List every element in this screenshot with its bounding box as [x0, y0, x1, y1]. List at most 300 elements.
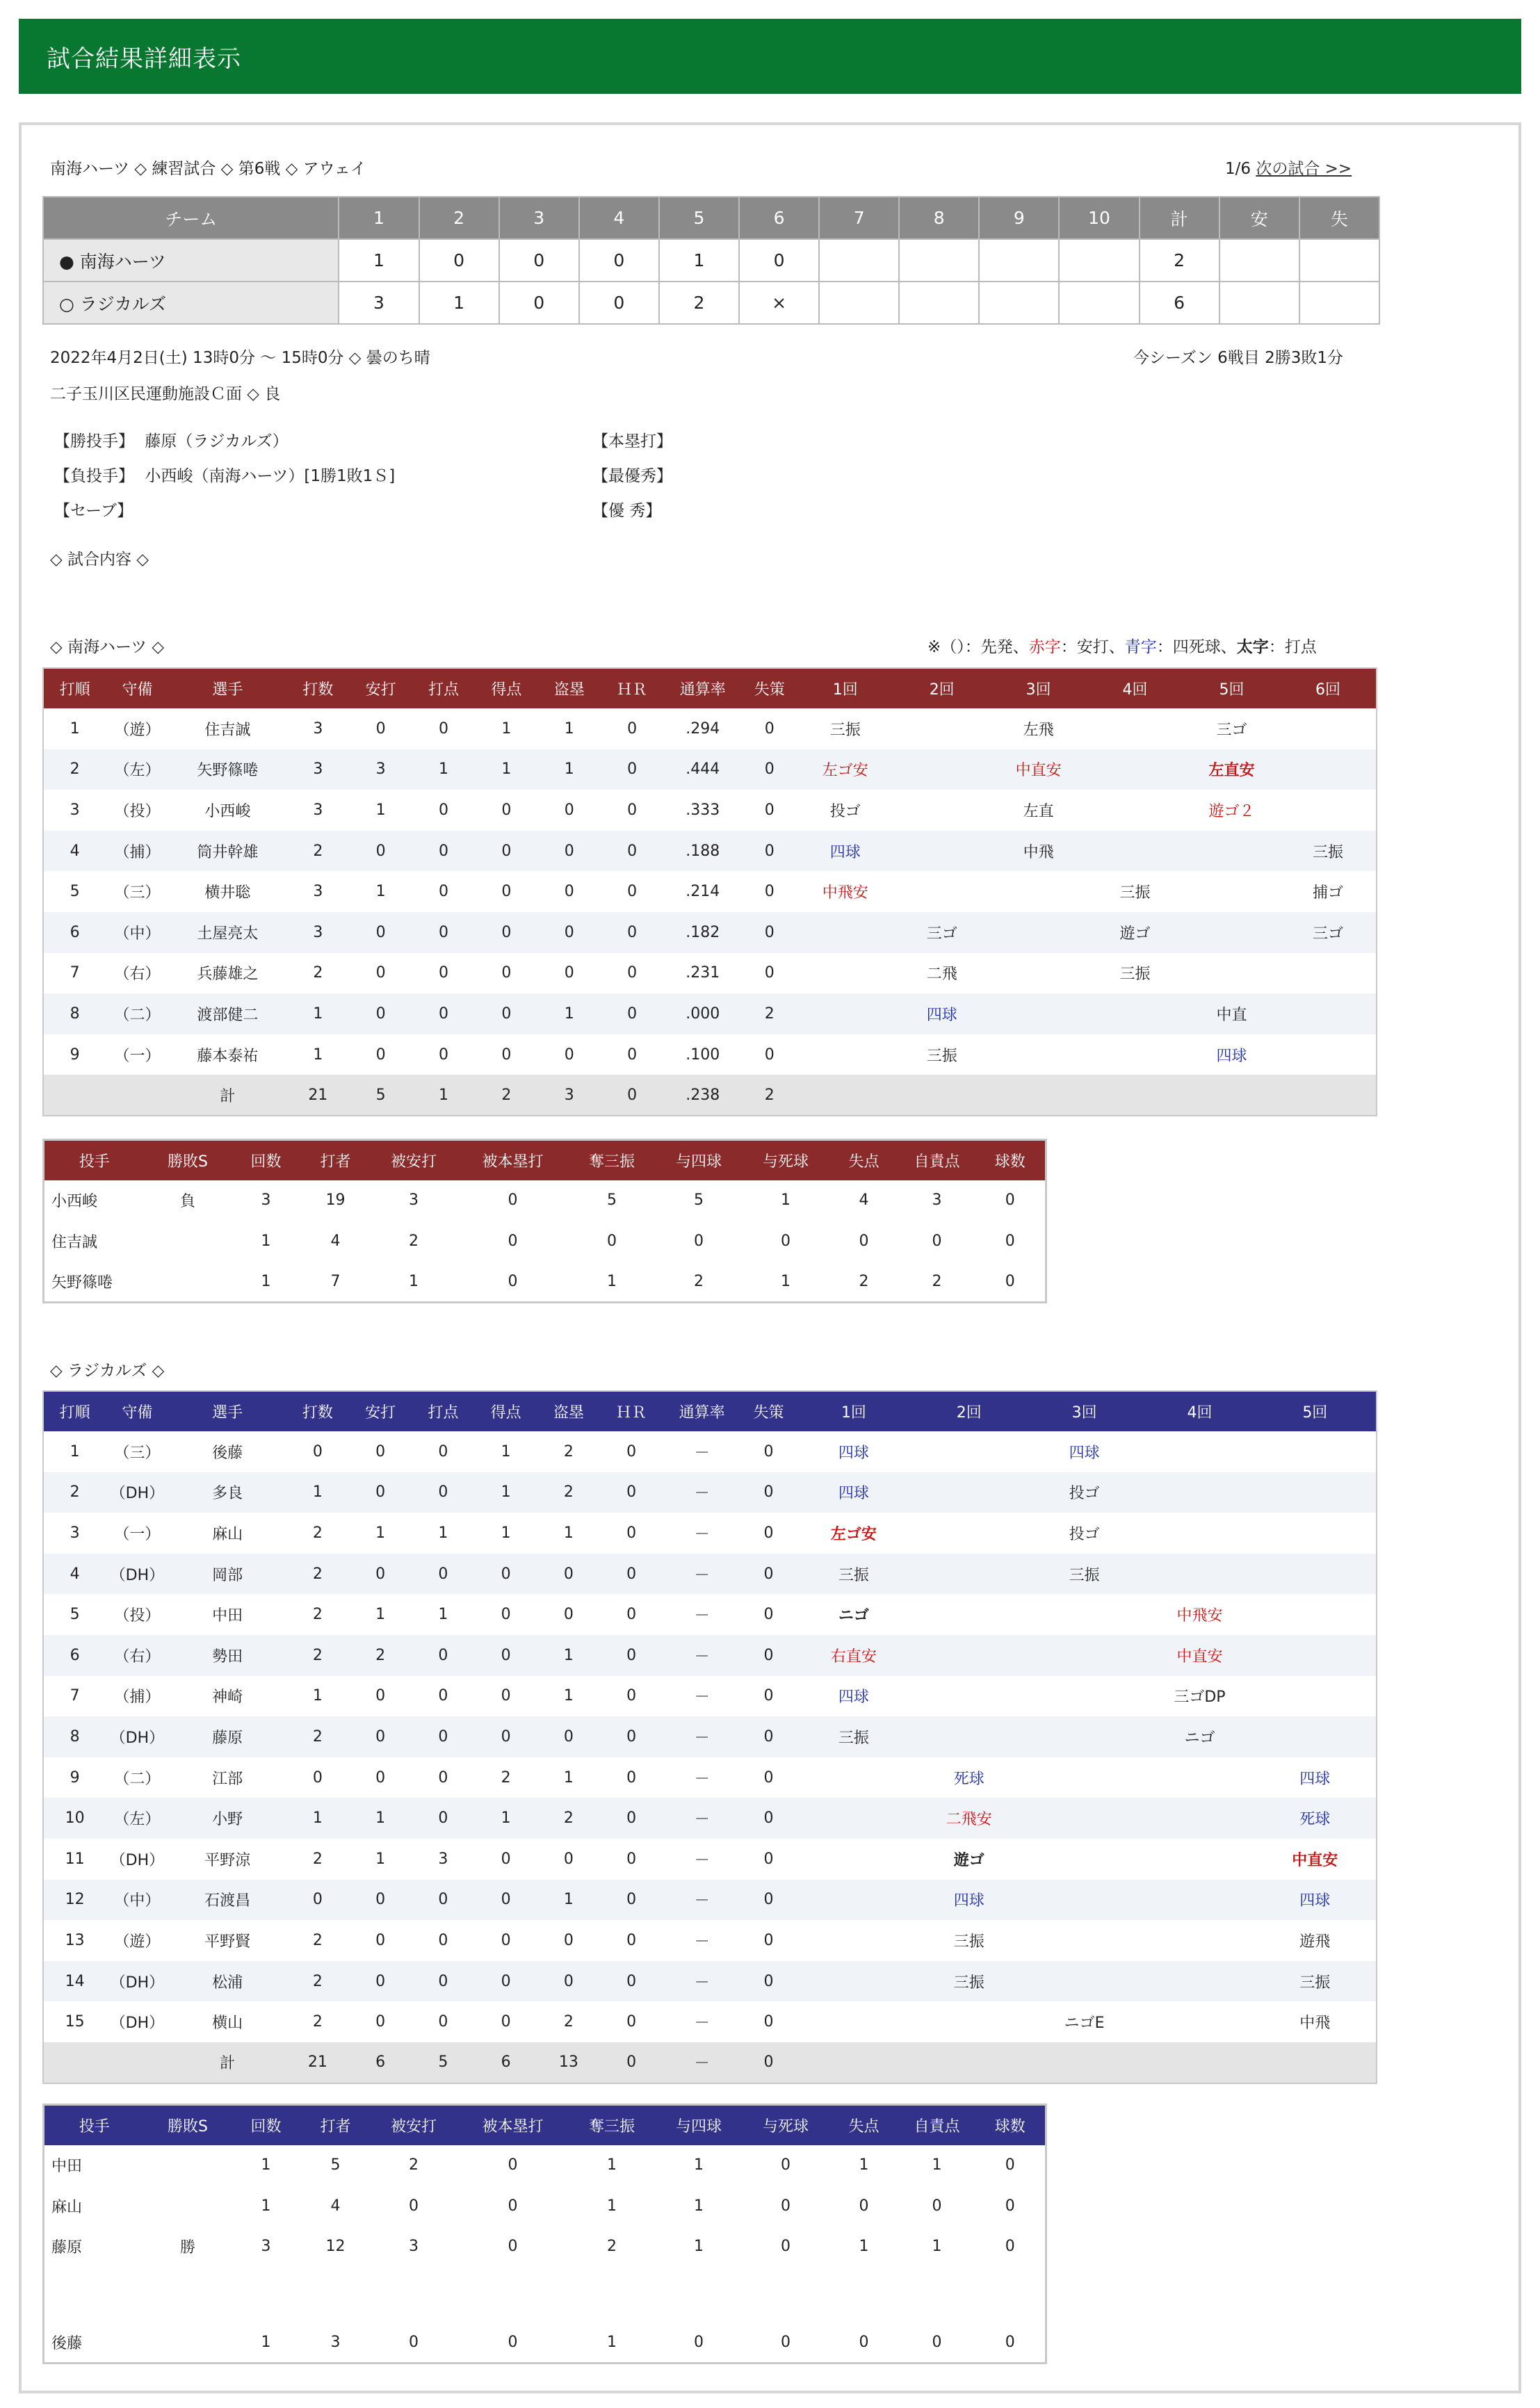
scoreboard-cell: 2: [1140, 239, 1219, 282]
batting-cell: 0: [501, 1931, 511, 1949]
at-bat-result: 四球: [838, 1689, 869, 1707]
batting-header-cell: 5回: [1183, 668, 1280, 708]
pitching-cell: 0: [1005, 2156, 1015, 2174]
at-bat-result: [990, 1034, 1087, 1075]
batting-header-cell: 打順: [43, 1391, 106, 1431]
pitching-row: [44, 2145, 1046, 2186]
header-bar: [19, 19, 1521, 94]
at-bat-result: 中飛: [990, 831, 1087, 872]
scoreboard-cell: 0: [499, 282, 579, 324]
at-bat-result: 中直: [1183, 993, 1280, 1034]
batting-cell: 0: [375, 1442, 386, 1461]
batting-cell: 0: [474, 1635, 537, 1676]
batting-cell: 0: [474, 1880, 537, 1921]
batting-row: [43, 1676, 1377, 1717]
pitching-row: [44, 2186, 1046, 2227]
batting-cell: 5: [70, 1606, 80, 1624]
batting-cell: 0: [349, 1472, 412, 1513]
pitcher-name: 小西峻: [51, 1193, 98, 1211]
scoreboard-cell: 6: [1140, 282, 1219, 324]
batting-cell: 1: [375, 1524, 386, 1542]
at-bat-result: [1257, 1472, 1372, 1513]
pitching-cell: 1: [607, 1272, 617, 1290]
batting-total-empty: [1087, 1075, 1183, 1116]
batting-cell: 0: [627, 883, 638, 901]
batting-total-empty: [1142, 2042, 1258, 2083]
scoreboard-cell: [979, 282, 1059, 324]
batting-cell: （遊）: [114, 721, 161, 739]
batting-cell: 12: [43, 1880, 106, 1921]
at-bat-result: ニゴ: [1142, 1716, 1258, 1757]
batting-total-row: [43, 2042, 1377, 2083]
season-record: 今シーズン 6戦目 2勝3敗1分: [1133, 349, 1344, 367]
at-bat-result: [1142, 2001, 1258, 2042]
batting-header-cell: 4回: [1142, 1391, 1258, 1431]
pitching-cell: 0: [781, 1232, 791, 1250]
pitching-cell: [145, 2186, 232, 2227]
batting-cell: 2: [563, 1442, 574, 1461]
pitching-cell: 2: [859, 1272, 869, 1290]
batting-cell: 1: [349, 1798, 412, 1839]
pitching-row: [44, 2322, 1046, 2364]
pitcher-name: 住吉誠: [51, 1233, 98, 1251]
batting-cell: 小野: [169, 1798, 286, 1839]
batting-row: [43, 1472, 1377, 1513]
batting-cell: －: [694, 1607, 710, 1625]
batting-cell: （DH）: [106, 1554, 168, 1595]
at-bat-result: 死球: [953, 1770, 984, 1788]
batting-total-cell: [43, 2042, 106, 2083]
batting-cell: 藤原: [169, 1716, 286, 1757]
batting-row: [43, 749, 1377, 790]
pitching-cell: 5: [607, 1191, 617, 1210]
batting-cell: 2: [312, 1931, 323, 1949]
batting-cell: 1: [286, 1472, 349, 1513]
batting-total-empty: [990, 1075, 1087, 1116]
batting-header-cell: 3回: [990, 668, 1087, 708]
batting-cell: 0: [439, 801, 449, 819]
at-bat-result: [1142, 1798, 1258, 1839]
batting-cell: 1: [438, 1524, 448, 1542]
batting-header-cell: 選手: [169, 668, 286, 708]
pitching-cell: 0: [508, 2197, 518, 2215]
page-title: 試合結果詳細表示: [47, 45, 241, 73]
batting-cell: 0: [375, 964, 386, 982]
at-bat-result: [1027, 1880, 1142, 1921]
batting-cell: 住吉誠: [204, 721, 251, 739]
at-bat-result: [1142, 1472, 1258, 1513]
pitcher-name: 矢野篠啳: [51, 1274, 113, 1292]
batting-header-cell: 失策: [741, 1391, 796, 1431]
batting-cell: 0: [563, 1606, 574, 1624]
batting-cell: .231: [686, 964, 720, 982]
scoreboard-header-cell: 安: [1219, 197, 1299, 239]
at-bat-result: [1142, 1431, 1258, 1472]
pitching-cell: 0: [508, 1232, 518, 1250]
scoreboard-team-name: ○ ラジカルズ: [43, 282, 339, 324]
batting-cell: 0: [438, 2013, 448, 2031]
batting-cell: 0: [741, 1554, 796, 1595]
batting-header-cell: 5回: [1257, 1391, 1372, 1431]
pitching-cell: 7: [330, 1272, 341, 1290]
batting-total-cell: 3: [538, 1075, 601, 1116]
batting-cell: －: [663, 1716, 741, 1757]
batting-cell: 0: [626, 2013, 637, 2031]
at-bat-result: [797, 993, 893, 1034]
batting-cell: 0: [412, 912, 475, 953]
legend-prefix: ※（）：先発、: [927, 638, 1029, 656]
batting-cell: 0: [627, 719, 638, 738]
batting-cell: 1: [286, 1798, 349, 1839]
at-bat-result: 三ゴDP: [1174, 1689, 1226, 1707]
batting-cell: 0: [412, 1472, 474, 1513]
legend-bold: 太字: [1236, 638, 1269, 656]
batting-row: [43, 1554, 1377, 1595]
batting-cell: （投）: [114, 802, 161, 820]
batting-cell: 1: [538, 993, 601, 1034]
at-bat-result: 投ゴ: [1069, 1525, 1100, 1543]
pitching-cell: 0: [1005, 2334, 1015, 2352]
batting-cell: 0: [439, 964, 449, 982]
pitching-cell: 0: [508, 1272, 518, 1290]
batting-cell: 0: [600, 1880, 663, 1921]
at-bat-result: [1280, 953, 1377, 994]
batting-spacer: [1372, 1554, 1377, 1595]
batting-total-empty: [911, 2042, 1027, 2083]
pitching-cell: 1: [409, 1272, 419, 1290]
batting-header-cell: 打数: [286, 668, 349, 708]
batting-cell: －: [694, 1444, 710, 1462]
at-bat-result: [1087, 749, 1183, 790]
scoreboard-cell: 0: [579, 239, 659, 282]
pitching-cell: 0: [932, 1232, 942, 1250]
batting-cell: 0: [286, 1880, 349, 1921]
at-bat-result: [990, 912, 1087, 953]
batting-cell: 0: [600, 1961, 663, 2002]
batting-cell: （中）: [106, 1880, 168, 1921]
batting-cell: 0: [763, 1768, 774, 1787]
batting-cell: 0: [601, 749, 663, 790]
batting-total-cell: 2: [742, 1075, 797, 1116]
pitching-cell: 4: [859, 1191, 869, 1210]
pitching-cell: 0: [694, 2334, 704, 2352]
at-bat-result: 左飛: [1023, 721, 1054, 739]
batting-row: [43, 1798, 1377, 1839]
batting-cell: 0: [501, 1687, 511, 1705]
pitching-cell: [145, 1262, 232, 1303]
pitching-cell: 勝: [179, 2239, 195, 2257]
batting-cell: 14: [43, 1961, 106, 2002]
batting-cell: －: [663, 1880, 741, 1921]
batting-cell: 勢田: [169, 1635, 286, 1676]
at-bat-result: 三振: [1027, 1554, 1142, 1595]
at-bat-result: [911, 1431, 1027, 1472]
pitching-cell: [145, 2145, 232, 2186]
batting-cell: 0: [501, 1606, 511, 1624]
pitching-cell: [145, 1221, 232, 1262]
batting-cell: （二）: [114, 1770, 161, 1788]
batting-cell: 1: [501, 719, 512, 738]
game-summary: 南海ハーツ ◇ 練習試合 ◇ 第6戦 ◇ アウェイ: [50, 160, 366, 178]
batting-total-cell: 計: [169, 2042, 286, 2083]
batting-cell: 0: [438, 1687, 448, 1705]
pitching-cell: 0: [508, 2334, 518, 2352]
at-bat-result: ニゴ: [838, 1607, 869, 1625]
batting-cell: 0: [763, 1442, 774, 1461]
pitching-header-cell: 被本塁打: [457, 1140, 569, 1180]
at-bat-result: 遊ゴ: [1087, 912, 1183, 953]
at-bat-result: [893, 831, 990, 872]
batting-cell: .188: [663, 831, 742, 872]
batting-cell: 1: [563, 1768, 574, 1787]
batting-cell: （遊）: [114, 1933, 161, 1951]
batting-header-cell: 安打: [350, 668, 412, 708]
scoreboard-header-cell: 7: [819, 197, 899, 239]
batting-cell: 3: [286, 749, 349, 790]
batting-cell: （左）: [106, 749, 168, 790]
pitching-cell: 0: [508, 2238, 518, 2256]
pitching-cell: 3: [261, 2238, 271, 2256]
at-bat-result: 二飛: [926, 966, 957, 984]
at-bat-result: [893, 871, 990, 912]
pitching-cell: 0: [859, 1232, 869, 1250]
batting-cell: .000: [663, 993, 742, 1034]
batting-cell: 1: [474, 1798, 537, 1839]
batting-cell: 7: [70, 964, 80, 982]
at-bat-result: 三振: [796, 1716, 911, 1757]
at-bat-result: [1142, 1920, 1258, 1961]
at-bat-result: 左ゴ安: [830, 1525, 877, 1543]
scoreboard-cell: [1219, 282, 1299, 324]
batting-cell: 0: [501, 964, 512, 982]
batting-cell: （捕）: [114, 1689, 161, 1707]
batting-cell: 0: [537, 1716, 600, 1757]
pitching-header-cell: 球数: [975, 1140, 1046, 1180]
at-bat-result: 中直安: [990, 749, 1087, 790]
lose-pitcher: [54, 463, 395, 486]
at-bat-result: 三ゴ: [1280, 912, 1377, 953]
batting-cell: 2: [349, 1635, 412, 1676]
batting-total-cell: 6: [474, 2042, 537, 2083]
pitcher-name: 中田: [51, 2158, 83, 2176]
pitching-cell: 2: [409, 1232, 419, 1250]
batting-cell: 岡部: [169, 1554, 286, 1595]
at-bat-result: 遊飛: [1299, 1933, 1331, 1951]
batting-total-empty: [893, 1075, 990, 1116]
batting-cell: （右）: [114, 966, 161, 984]
batting-cell: 0: [412, 1716, 474, 1757]
batting-cell: （DH）: [110, 1851, 165, 1869]
at-bat-result: 中飛: [1299, 2015, 1331, 2033]
batting-cell: 1: [475, 749, 537, 790]
batting-header-cell: 1回: [796, 1391, 911, 1431]
batting-cell: （投）: [114, 1607, 161, 1625]
at-bat-result: 中飛安: [1176, 1607, 1223, 1625]
batting-cell: 0: [563, 1850, 574, 1868]
at-bat-result: [990, 871, 1087, 912]
batting-cell: 2: [537, 1798, 600, 1839]
at-bat-result: [1183, 871, 1280, 912]
batting-header-cell: 4回: [1087, 668, 1183, 708]
batting-cell: 9: [70, 1046, 80, 1064]
at-bat-result: 三振: [796, 1554, 911, 1595]
scoreboard-header: [43, 197, 1379, 239]
scoreboard-cell: [899, 282, 979, 324]
batting-cell: 1: [501, 1442, 511, 1461]
batting-cell: 2: [312, 2013, 323, 2031]
batting-cell: 0: [600, 1554, 663, 1595]
at-bat-result: [1027, 1798, 1142, 1839]
pitching-cell: 1: [261, 2156, 271, 2174]
at-bat-result: 三振: [953, 1933, 984, 1951]
batting-cell: 0: [349, 1880, 412, 1921]
pitching-header-cell: 回数: [232, 2105, 301, 2145]
batting-cell: 3: [438, 1850, 448, 1868]
batting-cell: 0: [375, 719, 386, 738]
at-bat-result: 四球: [1216, 1047, 1247, 1065]
scoreboard-cell: 0: [579, 282, 659, 324]
at-bat-result: [1027, 1594, 1142, 1635]
pitching-header-cell: 与四球: [656, 1140, 743, 1180]
at-bat-result: 四球: [893, 993, 990, 1034]
pitching-header-cell: 勝敗S: [145, 1140, 232, 1180]
at-bat-result: 四球: [911, 1880, 1027, 1921]
batting-header-spacer: [1372, 1391, 1377, 1431]
batting-header-cell: 失策: [742, 668, 797, 708]
batting-cell: 麻山: [212, 1525, 243, 1543]
team2-pitching-table: [42, 2104, 1047, 2364]
pitching-cell: 0: [781, 2334, 791, 2352]
batting-cell: －: [663, 1554, 741, 1595]
scoreboard-cell: ×: [739, 282, 819, 324]
batting-total-cell: 21: [286, 2042, 349, 2083]
batting-cell: 7: [70, 1687, 80, 1705]
at-bat-result: 三振: [911, 1961, 1027, 2002]
batting-header-cell: 6回: [1280, 668, 1377, 708]
batting-cell: 0: [350, 831, 412, 872]
batting-row: [43, 1594, 1377, 1635]
batting-cell: －: [663, 1961, 741, 2002]
at-bat-result: [1027, 1635, 1142, 1676]
batting-cell: 0: [439, 883, 449, 901]
batting-total-cell: －: [663, 2042, 741, 2083]
legend-mid1: ：安打、: [1060, 638, 1125, 656]
pitcher-name: 麻山: [51, 2198, 83, 2216]
pitching-cell: 1: [781, 1191, 791, 1210]
batting-header-cell: 1回: [797, 668, 893, 708]
scoreboard-cell: 1: [339, 239, 419, 282]
batting-cell: 0: [412, 1798, 474, 1839]
batting-row: [43, 1880, 1377, 1921]
pitching-cell: 1: [859, 2156, 869, 2174]
next-game-link[interactable]: 次の試合 >>: [1256, 160, 1352, 178]
batting-cell: 神崎: [212, 1689, 243, 1707]
at-bat-result: [1027, 1716, 1142, 1757]
pitching-cell: 0: [1005, 1191, 1015, 1210]
at-bat-result: [797, 1034, 893, 1075]
batting-cell: 0: [474, 1716, 537, 1757]
batting-cell: 0: [375, 1687, 386, 1705]
batting-total-cell: [43, 1075, 106, 1116]
pitching-cell: 1: [859, 2238, 869, 2256]
batting-cell: 0: [412, 1880, 474, 1921]
legend-blue: 青字: [1124, 638, 1157, 656]
scoreboard-row: [43, 239, 1379, 282]
batting-cell: 6: [43, 912, 106, 953]
batting-cell: 0: [475, 912, 537, 953]
pitching-cell: 5: [694, 1191, 704, 1210]
pitching-header-cell: 奪三振: [569, 2105, 656, 2145]
batting-cell: 3: [313, 801, 323, 819]
batting-cell: －: [694, 1933, 710, 1951]
batting-header-cell: 2回: [911, 1391, 1027, 1431]
at-bat-result: [1280, 749, 1377, 790]
at-bat-result: [1027, 1920, 1142, 1961]
pitching-cell: 0: [607, 1232, 617, 1250]
batting-cell: （中）: [106, 912, 168, 953]
batting-cell: 0: [764, 964, 775, 982]
batting-cell: 0: [764, 719, 775, 738]
at-bat-result: [893, 708, 990, 749]
batting-total-cell: 0: [601, 1075, 663, 1116]
pitching-cell: 0: [781, 2197, 791, 2215]
batting-header-cell: 打点: [412, 668, 475, 708]
at-bat-result: 四球: [1299, 1770, 1331, 1788]
pitching-cell: 1: [932, 2238, 942, 2256]
batting-cell: 0: [564, 1046, 574, 1064]
batting-cell: 土屋亮太: [169, 912, 286, 953]
at-bat-result: 遊ゴ: [953, 1851, 984, 1869]
batting-cell: .100: [686, 1046, 720, 1064]
batting-spacer: [1372, 1757, 1377, 1798]
batting-cell: 0: [626, 1606, 637, 1624]
batting-cell: 0: [438, 1442, 448, 1461]
batting-cell: 0: [742, 749, 797, 790]
batting-row: [43, 1757, 1377, 1798]
pitching-cell: 1: [932, 2156, 942, 2174]
batting-cell: （DH）: [106, 1716, 168, 1757]
at-bat-result: [1280, 790, 1377, 831]
pitching-cell: 2: [694, 1272, 704, 1290]
batting-row: [43, 831, 1377, 872]
pitching-header-cell: 回数: [232, 1140, 301, 1180]
pitching-cell: 1: [694, 2238, 704, 2256]
win-pitcher-label: 【勝投手】: [54, 432, 134, 450]
batting-spacer: [1372, 2001, 1377, 2042]
at-bat-result: ニゴE: [1064, 2015, 1105, 2033]
pitching-cell: 0: [932, 2334, 942, 2352]
pitching-header-cell: 与四球: [656, 2105, 743, 2145]
excellent-label: 【優 秀】: [592, 502, 662, 520]
batting-total-empty: [796, 2042, 911, 2083]
team1-label: ◇ 南海ハーツ ◇: [50, 638, 165, 656]
batting-header-cell: 守備: [106, 668, 168, 708]
pitching-header-cell: 打者: [301, 2105, 371, 2145]
batting-row: [43, 1513, 1377, 1554]
at-bat-result: [1183, 912, 1280, 953]
batting-cell: 矢野篠啳: [169, 749, 286, 790]
batting-cell: 1: [313, 1046, 323, 1064]
batting-row: [43, 1431, 1377, 1472]
pitching-header-cell: 自責点: [899, 1140, 975, 1180]
at-bat-result: [796, 1757, 911, 1798]
batting-row: [43, 1716, 1377, 1757]
batting-cell: .333: [686, 801, 720, 819]
batting-cell: 1: [70, 1442, 80, 1461]
pitching-cell: 1: [607, 2197, 617, 2215]
at-bat-result: 左直: [1023, 802, 1054, 820]
pitching-cell: 0: [694, 1232, 704, 1250]
